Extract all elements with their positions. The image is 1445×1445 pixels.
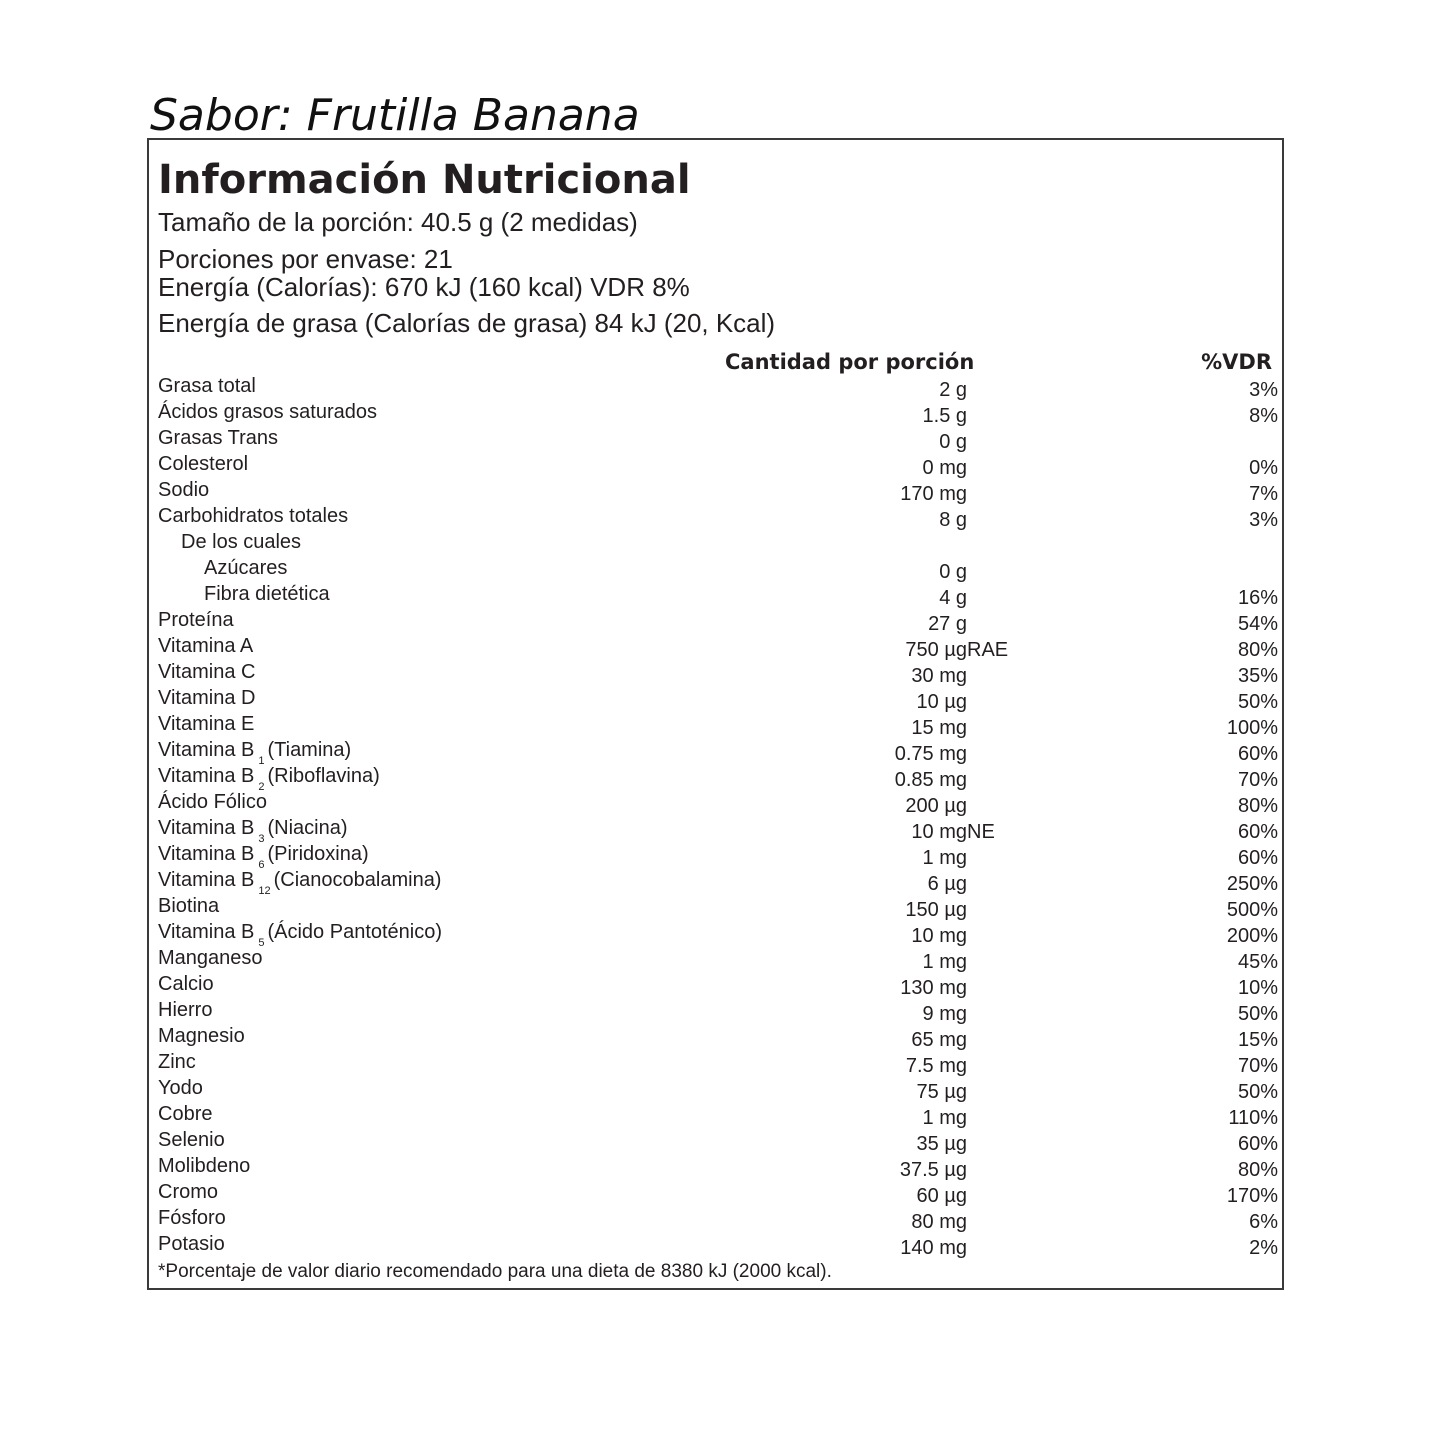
- table-row: [149, 531, 1282, 557]
- serving-size: Tamaño de la porción: 40.5 g (2 medidas): [158, 207, 638, 237]
- vdr-percent: 35%: [1237, 665, 1278, 687]
- vdr-percent: 60%: [1237, 1133, 1278, 1155]
- vdr-percent: 500%: [1226, 899, 1278, 921]
- nutrient-label: Sodio: [158, 479, 210, 501]
- vdr-percent: 80%: [1237, 639, 1278, 661]
- vdr-percent: 2%: [1249, 1237, 1278, 1259]
- energy-fat-line: Energía de grasa (Calorías de grasa) 84 kJ (20, Kcal): [158, 308, 776, 338]
- nutrient-subscript: 2: [258, 781, 265, 793]
- amount-value: 10 mg: [911, 925, 967, 947]
- nutrient-label: Vitamina B: [158, 869, 255, 891]
- nutrient-name: [158, 399, 377, 425]
- amount-value: 1 mg: [922, 847, 967, 869]
- table-row: [149, 401, 1282, 427]
- table-row: [149, 843, 1282, 869]
- amount-value: 2 g: [939, 379, 967, 401]
- amount-per-serving: [911, 819, 995, 845]
- nutrient-subscript: 12: [258, 885, 271, 897]
- nutrient-label: Grasa total: [158, 375, 256, 397]
- nutrient-label: Azúcares: [204, 557, 288, 579]
- table-row: [149, 817, 1282, 843]
- vdr-percent: 110%: [1228, 1107, 1278, 1129]
- nutrient-name: [158, 425, 278, 451]
- nutrient-name: [158, 633, 253, 659]
- nutrient-suffix: (Ácido Pantoténico): [267, 921, 443, 943]
- amount-per-serving: [923, 403, 967, 429]
- amount-value: 30 mg: [911, 665, 967, 687]
- amount-per-serving: [923, 455, 967, 481]
- amount-per-serving: [905, 897, 967, 923]
- amount-value: 8 g: [939, 509, 967, 531]
- nutrient-label: Vitamina C: [158, 661, 256, 683]
- nutrient-label: Selenio: [158, 1129, 225, 1151]
- vdr-percent: 16%: [1237, 587, 1278, 609]
- table-row: [149, 1233, 1282, 1259]
- amount-value: 6 µg: [927, 873, 967, 895]
- table-row: [149, 1103, 1282, 1129]
- nutrient-label: Hierro: [158, 999, 213, 1021]
- nutrient-name: [158, 503, 348, 529]
- nutrient-name: [158, 1231, 225, 1257]
- nutrient-name: [158, 607, 234, 633]
- amount-value: 9 mg: [922, 1003, 967, 1025]
- nutrient-name: [158, 711, 254, 737]
- nutrient-name: [158, 789, 267, 815]
- table-row: [149, 583, 1282, 609]
- vdr-percent: 54%: [1237, 613, 1278, 635]
- amount-value: 60 µg: [916, 1185, 967, 1207]
- nutrient-name: [158, 451, 248, 477]
- vdr-percent: 3%: [1249, 509, 1278, 531]
- table-row: [149, 869, 1282, 895]
- amount-per-serving: [923, 1105, 967, 1131]
- column-header-amount: Cantidad por porción: [725, 350, 975, 374]
- amount-value: 0.75 mg: [894, 743, 967, 765]
- nutrient-label: Potasio: [158, 1233, 225, 1255]
- nutrient-name: [158, 1075, 203, 1101]
- amount-per-serving: [939, 585, 967, 611]
- nutrient-name: [158, 841, 369, 870]
- nutrient-name: [158, 1127, 225, 1153]
- amount-per-serving: [939, 559, 967, 585]
- nutrient-subscript: 1: [258, 755, 265, 767]
- nutrient-suffix: (Niacina): [267, 817, 348, 839]
- nutrient-name: [158, 945, 263, 971]
- nutrient-label: Biotina: [158, 895, 220, 917]
- nutrient-label: Ácidos grasos saturados: [158, 401, 378, 423]
- amount-value: 37.5 µg: [899, 1159, 967, 1181]
- amount-value: 15 mg: [911, 717, 967, 739]
- nutrient-label: Grasas Trans: [158, 427, 279, 449]
- amount-unit-extra: RAE: [967, 639, 1009, 661]
- amount-per-serving: [895, 741, 967, 767]
- nutrient-suffix: (Riboflavina): [267, 765, 380, 787]
- amount-per-serving: [923, 949, 967, 975]
- vdr-percent: 45%: [1237, 951, 1278, 973]
- amount-per-serving: [900, 481, 967, 507]
- nutrition-facts-panel: [147, 138, 1284, 1290]
- table-row: [149, 1181, 1282, 1207]
- amount-value: 75 µg: [916, 1081, 967, 1103]
- nutrient-name: [158, 373, 256, 399]
- amount-per-serving: [900, 975, 967, 1001]
- amount-value: 1 mg: [922, 1107, 967, 1129]
- energy-line: Energía (Calorías): 670 kJ (160 kcal) VDR 8%: [158, 272, 690, 302]
- nutrient-name: [158, 477, 209, 503]
- table-row: [149, 791, 1282, 817]
- amount-per-serving: [928, 611, 967, 637]
- amount-per-serving: [939, 507, 967, 533]
- table-row: [149, 921, 1282, 947]
- amount-value: 10 µg: [916, 691, 967, 713]
- vdr-percent: 60%: [1237, 821, 1278, 843]
- table-row: [149, 687, 1282, 713]
- table-row: [149, 1051, 1282, 1077]
- vdr-percent: 60%: [1237, 743, 1278, 765]
- table-row: [149, 479, 1282, 505]
- nutrient-name: [158, 659, 255, 685]
- amount-value: 130 mg: [900, 977, 967, 999]
- vdr-percent: 15%: [1237, 1029, 1278, 1051]
- nutrient-name: [158, 685, 255, 711]
- table-row: [149, 505, 1282, 531]
- nutrient-label: Vitamina A: [158, 635, 254, 657]
- table-row: [149, 557, 1282, 583]
- vdr-percent: 3%: [1249, 379, 1278, 401]
- amount-value: 7.5 mg: [905, 1055, 967, 1077]
- amount-per-serving: [928, 871, 967, 897]
- amount-per-serving: [900, 1235, 967, 1261]
- amount-unit-extra: NE: [967, 821, 995, 843]
- vdr-percent: 80%: [1237, 795, 1278, 817]
- nutrient-label: Magnesio: [158, 1025, 245, 1047]
- amount-value: 750 µg: [905, 639, 967, 661]
- nutrient-label: Vitamina B: [158, 817, 255, 839]
- amount-value: 80 mg: [911, 1211, 967, 1233]
- nutrient-label: Proteína: [158, 609, 234, 631]
- amount-per-serving: [911, 1027, 967, 1053]
- nutrient-label: Cromo: [158, 1181, 219, 1203]
- vdr-percent: 170%: [1226, 1185, 1278, 1207]
- nutrient-name: [158, 1205, 226, 1231]
- vdr-percent: 70%: [1237, 1055, 1278, 1077]
- nutrient-label: Fósforo: [158, 1207, 226, 1229]
- nutrient-label: Colesterol: [158, 453, 249, 475]
- nutrient-label: Molibdeno: [158, 1155, 251, 1177]
- nutrient-label: Zinc: [158, 1051, 196, 1073]
- nutrient-name: [158, 815, 348, 844]
- vdr-percent: 200%: [1226, 925, 1278, 947]
- nutrient-name: [158, 1101, 212, 1127]
- nutrient-name: [158, 919, 442, 948]
- nutrient-name: [158, 737, 351, 766]
- amount-per-serving: [917, 1183, 967, 1209]
- table-row: [149, 895, 1282, 921]
- amount-value: 0 g: [939, 561, 967, 583]
- nutrient-label: Calcio: [158, 973, 214, 995]
- flavor-title: Sabor: Frutilla Banana: [150, 90, 640, 141]
- amount-per-serving: [923, 845, 967, 871]
- table-row: [149, 765, 1282, 791]
- table-row: [149, 609, 1282, 635]
- vdr-percent: 0%: [1249, 457, 1278, 479]
- nutrient-label: Vitamina B: [158, 921, 255, 943]
- amount-per-serving: [911, 663, 967, 689]
- nutrient-subscript: 5: [258, 937, 265, 949]
- amount-per-serving: [905, 637, 1009, 663]
- amount-value: 1 mg: [922, 951, 967, 973]
- nutrient-name: [204, 581, 330, 607]
- table-row: [149, 427, 1282, 453]
- nutrient-name: [158, 1049, 196, 1075]
- nutrient-suffix: (Cianocobalamina): [273, 869, 442, 891]
- table-row: [149, 661, 1282, 687]
- nutrient-name: [204, 555, 287, 581]
- table-row: [149, 375, 1282, 401]
- panel-title: Información Nutricional: [158, 157, 691, 203]
- amount-value: 170 mg: [900, 483, 967, 505]
- amount-value: 0.85 mg: [894, 769, 967, 791]
- amount-value: 150 µg: [905, 899, 967, 921]
- nutrient-label: Ácido Fólico: [158, 791, 267, 813]
- amount-per-serving: [917, 689, 967, 715]
- nutrient-name: [158, 1179, 218, 1205]
- nutrient-name: [158, 1153, 250, 1179]
- amount-value: 0 mg: [922, 457, 967, 479]
- nutrient-label: Fibra dietética: [204, 583, 330, 605]
- amount-per-serving: [917, 1131, 967, 1157]
- nutrient-label: Vitamina B: [158, 765, 255, 787]
- table-row: [149, 453, 1282, 479]
- table-row: [149, 1129, 1282, 1155]
- nutrient-label: De los cuales: [181, 531, 302, 553]
- nutrient-label: Vitamina B: [158, 843, 255, 865]
- vdr-percent: 7%: [1249, 483, 1278, 505]
- table-row: [149, 1207, 1282, 1233]
- nutrient-suffix: (Piridoxina): [267, 843, 369, 865]
- amount-per-serving: [939, 377, 967, 403]
- table-row: [149, 999, 1282, 1025]
- amount-per-serving: [900, 1157, 967, 1183]
- amount-value: 0 g: [939, 431, 967, 453]
- amount-per-serving: [906, 1053, 967, 1079]
- amount-per-serving: [905, 793, 967, 819]
- vdr-percent: 100%: [1226, 717, 1278, 739]
- table-row: [149, 1077, 1282, 1103]
- table-row: [149, 1025, 1282, 1051]
- nutrient-name: [158, 1023, 245, 1049]
- table-row: [149, 973, 1282, 999]
- nutrient-name: [158, 997, 212, 1023]
- amount-per-serving: [895, 767, 967, 793]
- amount-value: 35 µg: [916, 1133, 967, 1155]
- nutrient-name: [158, 971, 214, 997]
- vdr-percent: 70%: [1237, 769, 1278, 791]
- vdr-percent: 250%: [1226, 873, 1278, 895]
- amount-value: 140 mg: [900, 1237, 967, 1259]
- amount-value: 1.5 g: [922, 405, 967, 427]
- nutrient-name: [158, 893, 219, 919]
- nutrient-name: [181, 529, 301, 555]
- vdr-percent: 60%: [1237, 847, 1278, 869]
- table-row: [149, 947, 1282, 973]
- nutrient-table: [149, 375, 1282, 1259]
- amount-per-serving: [923, 1001, 967, 1027]
- table-row: [149, 739, 1282, 765]
- amount-value: 4 g: [939, 587, 967, 609]
- table-row: [149, 713, 1282, 739]
- vdr-percent: 8%: [1249, 405, 1278, 427]
- nutrient-suffix: (Tiamina): [267, 739, 352, 761]
- nutrient-label: Vitamina B: [158, 739, 255, 761]
- nutrient-label: Manganeso: [158, 947, 263, 969]
- servings-per-container: Porciones por envase: 21: [158, 244, 453, 274]
- column-header-vdr: %VDR: [1201, 350, 1272, 374]
- vdr-percent: 50%: [1237, 1081, 1278, 1103]
- nutrient-label: Carbohidratos totales: [158, 505, 349, 527]
- vdr-percent: 80%: [1237, 1159, 1278, 1181]
- nutrient-name: [158, 867, 441, 896]
- amount-per-serving: [911, 715, 967, 741]
- table-row: [149, 635, 1282, 661]
- nutrient-subscript: 6: [258, 859, 265, 871]
- amount-per-serving: [911, 1209, 967, 1235]
- amount-per-serving: [917, 1079, 967, 1105]
- nutrient-name: [158, 763, 380, 792]
- nutrient-label: Yodo: [158, 1077, 203, 1099]
- amount-value: 10 mg: [911, 821, 967, 843]
- nutrient-label: Vitamina D: [158, 687, 256, 709]
- nutrient-label: Vitamina E: [158, 713, 255, 735]
- amount-per-serving: [911, 923, 967, 949]
- vdr-percent: 50%: [1237, 691, 1278, 713]
- amount-per-serving: [939, 429, 967, 455]
- table-row: [149, 1155, 1282, 1181]
- vdr-percent: 6%: [1249, 1211, 1278, 1233]
- amount-value: 27 g: [928, 613, 967, 635]
- nutrient-subscript: 3: [258, 833, 265, 845]
- vdr-percent: 10%: [1237, 977, 1278, 999]
- vdr-percent: 50%: [1237, 1003, 1278, 1025]
- nutrient-label: Cobre: [158, 1103, 213, 1125]
- footnote: *Porcentaje de valor diario recomendado para una dieta de 8380 kJ (2000 kcal).: [158, 1261, 832, 1282]
- amount-value: 200 µg: [905, 795, 967, 817]
- amount-value: 65 mg: [911, 1029, 967, 1051]
